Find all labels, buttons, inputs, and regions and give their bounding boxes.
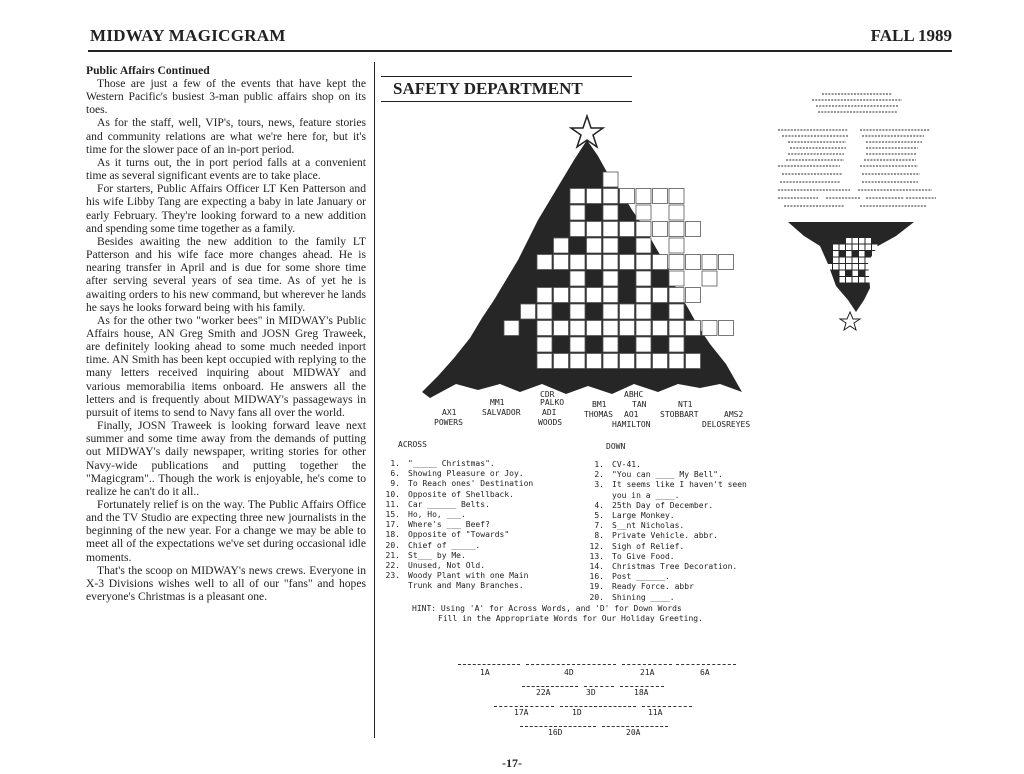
newsletter-title: MIDWAY MAGICGRAM	[90, 26, 286, 45]
clue-number: 1.	[390, 459, 400, 468]
clue-item	[384, 551, 594, 561]
mini-grid-cell	[846, 245, 852, 251]
answer-label: 1D	[572, 708, 582, 717]
crossword-cell[interactable]	[537, 255, 552, 270]
answer-label: 1A	[480, 668, 490, 677]
clue-number: 15.	[385, 510, 400, 520]
answer-blank[interactable]	[642, 698, 692, 707]
crossword-cell[interactable]	[587, 255, 602, 270]
clue-text: Showing Pleasure or Joy.	[408, 469, 524, 479]
crossword-cell[interactable]	[570, 337, 585, 352]
crossword-cell[interactable]	[587, 238, 602, 253]
crossword-cell[interactable]	[587, 321, 602, 336]
crossword-cell[interactable]	[719, 255, 734, 270]
mini-grid-cell	[859, 251, 865, 257]
crossword-cell[interactable]	[620, 304, 635, 319]
crossword-cell[interactable]	[570, 354, 585, 369]
mini-grid-cell	[833, 258, 839, 264]
crossword-cell[interactable]	[587, 288, 602, 303]
crossword-cell[interactable]	[702, 321, 717, 336]
crossword-cell[interactable]	[603, 189, 618, 204]
page-number: -17-	[502, 756, 522, 770]
crossword-cell[interactable]	[554, 238, 569, 253]
clue-number: 3.	[594, 480, 604, 490]
clue-text: Unused, Not Old.	[408, 561, 486, 571]
clue-number: 20.	[589, 592, 604, 602]
article-paragraph: Besides awaiting the new addition to the family LT Patterson and his wife face more changes ahead. He is nearing transfer in April and is due for some shore time after serving several years of sea time. As of yet he is awaiting orders to his new command, but wherever he lands he says he looks forward being with his family.	[86, 234, 366, 314]
crossword-cell[interactable]	[570, 205, 585, 220]
crossword-cell[interactable]	[669, 189, 684, 204]
mini-star-icon	[840, 312, 860, 330]
crossword-cell[interactable]	[686, 255, 701, 270]
crossword-cell[interactable]	[719, 321, 734, 336]
clue-text: Sigh of Relief.	[612, 541, 685, 551]
clue-text: CV-41.	[612, 460, 641, 469]
clue-item	[588, 531, 808, 541]
mini-grid-cell	[827, 264, 833, 270]
clue-number: 7.	[594, 521, 604, 531]
clue-text: Woody Plant with one Main	[408, 571, 529, 581]
answer-blank[interactable]	[520, 718, 596, 727]
name-label: BM1	[592, 400, 607, 409]
clue-item	[588, 521, 808, 531]
clue-item	[384, 459, 594, 469]
answer-label: 4D	[564, 668, 574, 677]
clue-item	[384, 561, 594, 571]
clue-item	[588, 470, 808, 480]
crossword-cell[interactable]	[636, 288, 651, 303]
clue-number	[588, 491, 604, 501]
hint-line: HINT: Using 'A' for Across Words, and 'D' for Down Words	[412, 604, 682, 613]
mini-grid-cell	[879, 277, 885, 283]
clue-number: 21.	[385, 550, 400, 560]
mini-grid-cell	[846, 277, 852, 283]
clue-number	[384, 581, 400, 591]
clue-text: "You can ____ My Bell".	[612, 470, 723, 480]
answer-label: 17A	[514, 708, 529, 717]
tree-names	[392, 390, 812, 430]
crossword-cell[interactable]	[603, 205, 618, 220]
clue-item	[588, 562, 808, 572]
mini-grid-cell	[859, 258, 865, 264]
down-heading: DOWN	[606, 442, 626, 451]
crossword-cell[interactable]	[603, 288, 618, 303]
crossword-cell[interactable]	[636, 222, 651, 237]
mini-grid-cell	[840, 258, 846, 264]
crossword-cell[interactable]	[537, 354, 552, 369]
crossword-cell[interactable]	[504, 321, 519, 336]
clue-number: 8.	[594, 531, 604, 541]
crossword-cell[interactable]	[636, 337, 651, 352]
mini-grid-cell	[866, 238, 872, 244]
answer-label: 16D	[548, 728, 563, 737]
clue-item	[384, 541, 594, 551]
clue-text: Large Monkey.	[612, 511, 675, 521]
clue-item	[588, 552, 808, 562]
clue-text: Where's ___ Beef?	[408, 520, 490, 530]
name-label: TAN	[632, 400, 647, 409]
answer-label: 11A	[648, 708, 663, 717]
christmas-tree-crossword	[420, 112, 750, 402]
clue-text: Private Vehicle. abbr.	[612, 531, 718, 541]
crossword-cell[interactable]	[554, 288, 569, 303]
answer-blank[interactable]	[602, 718, 668, 727]
clue-number: 22.	[385, 561, 400, 571]
mini-grid-cell	[866, 271, 872, 277]
name-label: HAMILTON	[612, 420, 651, 429]
clue-text: Ready Force. abbr	[612, 582, 694, 592]
clue-item	[384, 581, 594, 591]
crossword-cell[interactable]	[603, 354, 618, 369]
mini-grid-cell	[833, 264, 839, 270]
answer-blank[interactable]	[526, 656, 616, 665]
crossword-cell[interactable]	[620, 321, 635, 336]
crossword-cell[interactable]	[636, 304, 651, 319]
mini-grid-cell	[866, 245, 872, 251]
crossword-cell[interactable]	[587, 354, 602, 369]
crossword-cell[interactable]	[603, 222, 618, 237]
crossword-cell[interactable]	[620, 255, 635, 270]
clue-text: Christmas Tree Decoration.	[612, 562, 738, 572]
mini-grid-cell	[859, 245, 865, 251]
clue-item	[384, 510, 594, 520]
section-title: SAFETY DEPARTMENT	[393, 79, 583, 98]
mini-grid-cell	[853, 277, 859, 283]
crossword-cell[interactable]	[554, 255, 569, 270]
mini-grid-cell	[859, 264, 865, 270]
clue-number: 12.	[589, 541, 604, 551]
crossword-cell[interactable]	[653, 222, 668, 237]
clue-text: Opposite of "Towards"	[408, 530, 510, 540]
answer-blank[interactable]	[584, 678, 614, 687]
article-paragraph: Fortunately relief is on the way. The Public Affairs Office and the TV Studio are expecting three new journalists in the beginning of the new year. For a change we may be able to meet all of the expectations we've set during occasional idle moments.	[86, 498, 366, 564]
crossword-cell[interactable]	[686, 288, 701, 303]
clue-number: 9.	[390, 479, 400, 489]
name-label: STOBBART	[660, 410, 699, 419]
crossword-cell[interactable]	[570, 189, 585, 204]
clue-item	[588, 460, 808, 470]
clue-number: 14.	[589, 562, 604, 572]
clue-item	[588, 582, 808, 592]
crossword-cell[interactable]	[669, 238, 684, 253]
article-paragraph: As for the staff, well, VIP's, tours, news, feature stories and community relations are what we're here for, but it's time for the slower pace of an in-port period.	[86, 116, 366, 156]
clue-number: 13.	[589, 551, 604, 561]
name-label: AX1	[442, 408, 457, 417]
answer-blank[interactable]	[494, 698, 554, 707]
name-label: ABHC	[624, 390, 644, 399]
crossword-cell[interactable]	[603, 337, 618, 352]
name-label: AMS2	[724, 410, 744, 419]
crossword-cell[interactable]	[686, 321, 701, 336]
mini-grid-cell	[833, 251, 839, 257]
mini-grid-cell	[859, 277, 865, 283]
clue-number: 18.	[385, 530, 400, 540]
name-label: WOODS	[538, 418, 563, 427]
clue-text: It seems like I haven't seen	[612, 480, 747, 490]
mini-grid-cell	[872, 264, 878, 270]
crossword-cell[interactable]	[669, 337, 684, 352]
crossword-cell[interactable]	[603, 255, 618, 270]
crossword-cell[interactable]	[702, 271, 717, 286]
crossword-cell[interactable]	[636, 205, 651, 220]
mini-grid-cell	[866, 277, 872, 283]
crossword-cell[interactable]	[620, 189, 635, 204]
clue-number: 2.	[594, 470, 604, 480]
crossword-cell[interactable]	[603, 321, 618, 336]
crossword-cell[interactable]	[636, 354, 651, 369]
name-label: PALKO	[540, 398, 565, 407]
mini-grid-cell	[872, 258, 878, 264]
mini-grid-cell	[853, 264, 859, 270]
crossword-cell[interactable]	[669, 288, 684, 303]
article-heading: Public Affairs Continued	[86, 64, 210, 77]
clue-number: 16.	[589, 572, 604, 582]
mini-grid-cell	[846, 238, 852, 244]
crossword-cell[interactable]	[669, 304, 684, 319]
hint-text	[412, 604, 703, 624]
crossword-cell[interactable]	[570, 222, 585, 237]
answer-blank[interactable]	[620, 678, 664, 687]
crossword-cell[interactable]	[636, 255, 651, 270]
crossword-cell[interactable]	[669, 271, 684, 286]
clue-text: S__nt Nicholas.	[612, 521, 685, 531]
answer-label: 22A	[536, 688, 551, 697]
answer-blank[interactable]	[458, 656, 520, 665]
answer-label: 18A	[634, 688, 649, 697]
clue-item	[588, 501, 808, 511]
clue-item	[588, 491, 808, 501]
clue-number: 20.	[385, 540, 400, 550]
down-clues	[588, 460, 808, 603]
crossword-cell[interactable]	[587, 189, 602, 204]
crossword-cell[interactable]	[669, 205, 684, 220]
mini-grid-cell	[846, 258, 852, 264]
crossword-cell[interactable]	[653, 189, 668, 204]
mini-grid-cell	[853, 271, 859, 277]
article-column	[86, 64, 366, 603]
clue-number: 6.	[390, 469, 400, 479]
article-paragraph: As for the other two "worker bees" in MIDWAY's Public Affairs house, AN Greg Smith and JOSN Greg Traweek, are definitely looking ahead to some much needed inport time. AN Smith has been kept occupied with replying to the many letters received inquiring about MIDWAY and various memorabilia items onboard. He answers all the letters and is frequently about MIDWAY's passageways in pursuit of items to send to Navy fans all over the world.	[86, 313, 366, 419]
crossword-cell[interactable]	[570, 271, 585, 286]
name-label: AO1	[624, 410, 639, 419]
clue-text: To Give Food.	[612, 551, 675, 561]
mini-grid-cell	[846, 251, 852, 257]
crossword-cell[interactable]	[686, 222, 701, 237]
name-label: CDR	[540, 390, 555, 399]
section-title-box	[381, 76, 632, 102]
crossword-cell[interactable]	[702, 255, 717, 270]
name-label: DELOSREYES	[702, 420, 751, 429]
clue-item	[384, 490, 594, 500]
mini-grid-cell	[866, 258, 872, 264]
crossword-cell[interactable]	[669, 255, 684, 270]
hint-line: Fill in the Appropriate Words for Our Holiday Greeting.	[438, 614, 703, 623]
name-label: MM1	[490, 398, 505, 407]
clue-text: Trunk and Many Branches.	[408, 581, 524, 591]
clue-item	[588, 511, 808, 521]
clue-item	[384, 530, 594, 540]
fine-print-block	[778, 94, 936, 206]
mini-grid-cell	[859, 238, 865, 244]
crossword-cell[interactable]	[669, 354, 684, 369]
clue-number: 5.	[594, 511, 604, 521]
clue-text: you in a ____.	[612, 490, 680, 500]
crossword-cell[interactable]	[603, 271, 618, 286]
crossword-cell[interactable]	[603, 172, 618, 187]
crossword-cell[interactable]	[603, 238, 618, 253]
holiday-greeting-puzzle	[450, 656, 760, 742]
clue-item	[588, 542, 808, 552]
answer-label: 6A	[700, 668, 710, 677]
name-label: POWERS	[434, 418, 463, 427]
clue-text: St___ by Me.	[408, 550, 466, 560]
name-label: ADI	[542, 408, 557, 417]
clue-item	[384, 479, 594, 489]
mini-grid-cell	[879, 258, 885, 264]
clue-item	[588, 593, 808, 603]
clue-number: 17.	[385, 520, 400, 530]
name-label: NT1	[678, 400, 693, 409]
page-header	[88, 22, 952, 52]
clue-number: 19.	[589, 582, 604, 592]
crossword-cell[interactable]	[554, 321, 569, 336]
mini-grid-cell	[840, 264, 846, 270]
crossword-cell[interactable]	[669, 222, 684, 237]
crossword-cell[interactable]	[537, 288, 552, 303]
mini-grid-cell	[833, 245, 839, 251]
clue-text: To Reach ones' Destination	[408, 479, 534, 489]
clue-item	[588, 480, 808, 490]
crossword-cell[interactable]	[603, 304, 618, 319]
article-paragraph: Finally, JOSN Traweek is looking forward leave next summer and some time away from the demands of putting out MIDWAY's daily newspaper, writing stories for other Navy-wide publications and putting together the "Magicgram".. Though the work is enjoyable, he's come to realize he can't do it all..	[86, 419, 366, 498]
crossword-cell[interactable]	[653, 288, 668, 303]
mini-grid-cell	[853, 238, 859, 244]
name-label: SALVADOR	[482, 408, 521, 417]
clue-text: Shining ____.	[612, 592, 675, 602]
mini-grid-cell	[853, 245, 859, 251]
across-clues	[384, 459, 594, 592]
clue-item	[384, 500, 594, 510]
mini-grid-cell	[846, 264, 852, 270]
answer-blank[interactable]	[560, 698, 636, 707]
crossword-cell[interactable]	[554, 354, 569, 369]
clue-text: Ho, Ho, ___.	[408, 510, 466, 520]
article-paragraph: Those are just a few of the events that have kept the Western Pacific's busiest 3-man public affairs shop on its toes.	[86, 77, 366, 117]
mini-grid-cell	[840, 271, 846, 277]
across-heading: ACROSS	[398, 440, 427, 449]
crossword-cell[interactable]	[653, 255, 668, 270]
mini-tree-puzzle-graphic	[778, 86, 938, 336]
clue-number: 23.	[385, 571, 400, 581]
crossword-cell[interactable]	[669, 321, 684, 336]
crossword-cell[interactable]	[636, 189, 651, 204]
answer-blank[interactable]	[676, 656, 736, 665]
crossword-cell[interactable]	[570, 304, 585, 319]
crossword-cell[interactable]	[686, 354, 701, 369]
clue-text: Car ______ Belts.	[408, 499, 490, 509]
crossword-cell[interactable]	[636, 271, 651, 286]
clue-number: 10.	[385, 489, 400, 499]
answer-label: 20A	[626, 728, 641, 737]
clue-number: 1.	[594, 460, 604, 469]
crossword-cell[interactable]	[537, 321, 552, 336]
clue-text: Chief of _____.	[408, 540, 481, 550]
crossword-cell[interactable]	[570, 288, 585, 303]
article-paragraph: As it turns out, the in port period falls at a convenient time as several significant events are to take place.	[86, 155, 366, 183]
clue-text: 25th Day of December.	[612, 500, 714, 510]
crossword-cell[interactable]	[521, 304, 536, 319]
clue-item	[384, 571, 594, 581]
clue-number: 11.	[385, 499, 400, 509]
issue-season: FALL 1989	[870, 26, 952, 45]
clue-text: Opposite of Shellback.	[408, 489, 514, 499]
answer-blank[interactable]	[622, 656, 672, 665]
clue-number: 4.	[594, 500, 604, 510]
column-divider	[374, 62, 375, 738]
crossword-cell[interactable]	[620, 222, 635, 237]
crossword-cell[interactable]	[587, 222, 602, 237]
clue-item	[384, 469, 594, 479]
answer-blank[interactable]	[522, 678, 578, 687]
crossword-cell[interactable]	[636, 238, 651, 253]
crossword-cell[interactable]	[653, 354, 668, 369]
clue-text: Post ______.	[612, 572, 670, 582]
answer-label: 21A	[640, 668, 655, 677]
crossword-cell[interactable]	[570, 321, 585, 336]
crossword-cell[interactable]	[537, 337, 552, 352]
mini-grid-cell	[840, 245, 846, 251]
mini-grid-cell	[853, 258, 859, 264]
crossword-cell[interactable]	[620, 354, 635, 369]
mini-grid-cell	[872, 251, 878, 257]
mini-grid-cell	[872, 277, 878, 283]
crossword-cell[interactable]	[636, 321, 651, 336]
mini-grid-cell	[840, 277, 846, 283]
crossword-cell[interactable]	[570, 255, 585, 270]
clue-item	[384, 520, 594, 530]
name-label: THOMAS	[584, 410, 613, 419]
article-paragraph: That's the scoop on MIDWAY's news crews. Everyone in X-3 Divisions wishes well to all of our "fans" and hopes everyone's Christmas is a pleasant one.	[86, 563, 366, 604]
answer-label: 3D	[586, 688, 596, 697]
article-paragraph: For starters, Public Affairs Officer LT Ken Patterson and his wife Libby Tang are expecting a baby in late January or early February. They're looking forward to a new addition and spending some time together as a family.	[86, 182, 366, 235]
mini-grid-cell	[872, 245, 878, 251]
mini-grid-cell	[866, 264, 872, 270]
crossword-cell[interactable]	[537, 304, 552, 319]
clue-text: "_____ Christmas".	[408, 459, 495, 468]
clue-item	[588, 572, 808, 582]
crossword-cell[interactable]	[653, 321, 668, 336]
